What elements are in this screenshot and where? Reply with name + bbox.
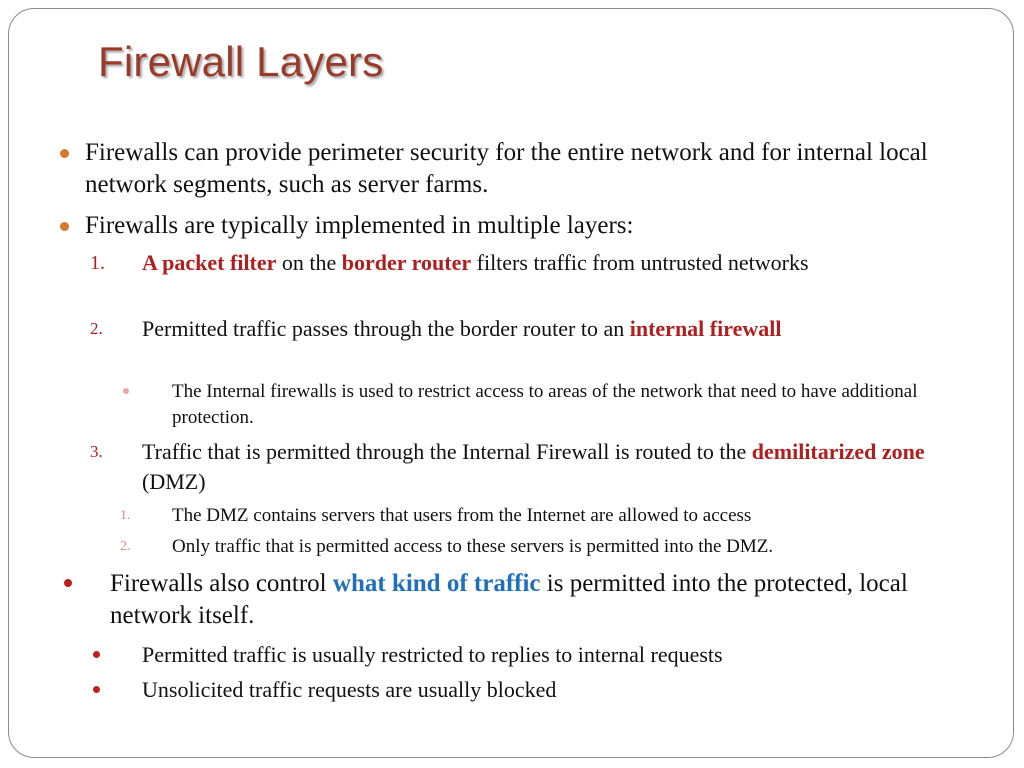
control-item-text: Unsolicited traffic requests are usually blocked	[142, 677, 557, 702]
bullet-layers	[60, 210, 980, 242]
text-segment: Traffic that is permitted through the Internal Firewall is routed to the	[142, 439, 752, 464]
text-segment: filters traffic from untrusted networks	[471, 250, 809, 275]
layer-number: 1.	[90, 252, 105, 274]
dmz-item-text: Only traffic that is permitted access to these servers is permitted into the DMZ.	[172, 536, 774, 557]
control-item-2	[90, 675, 950, 705]
layer-number: 2.	[90, 319, 103, 338]
bullet-perimeter-text: Firewalls can provide perimeter security for the entire network and for internal local network segments, such as server farms.	[85, 139, 928, 198]
emphasis-dmz: demilitarized zone	[751, 439, 925, 464]
layer-text	[142, 437, 950, 497]
dmz-number: 1.	[120, 508, 131, 523]
text-segment: (DMZ)	[142, 469, 206, 494]
bullet-dot-icon	[64, 579, 72, 587]
slide-title: Firewall Layers	[98, 38, 384, 85]
sub-bullet-dot-icon	[123, 388, 129, 394]
layer-item-2	[90, 314, 950, 344]
bullet-control	[60, 568, 960, 632]
dmz-item-text: The DMZ contains servers that users from the Internet are allowed to access	[172, 505, 752, 526]
bullet-dot-icon	[60, 222, 69, 231]
emphasis-packet-filter: A packet filter	[142, 250, 277, 275]
dmz-item-2	[120, 534, 980, 560]
text-segment: Firewalls also control	[110, 570, 333, 597]
bullet-layers-text: Firewalls are typically implemented in multiple layers:	[85, 212, 634, 239]
text-segment: Permitted traffic passes through the border router to an	[142, 316, 630, 341]
bullet-dot-icon	[93, 686, 100, 693]
control-item-text: Permitted traffic is usually restricted to replies to internal requests	[142, 642, 723, 667]
internal-firewall-note	[120, 379, 980, 431]
bullet-dot-icon	[93, 651, 100, 658]
text-segment: is permitted into the protected, local network itself.	[110, 570, 908, 629]
layer-text	[142, 248, 950, 278]
emphasis-internal-firewall: internal firewall	[629, 316, 782, 341]
bullet-perimeter	[60, 137, 980, 201]
emphasis-border-router: border router	[341, 250, 472, 275]
internal-firewall-note-text: The Internal firewalls is used to restrict access to areas of the network that need to have additional protection.	[172, 381, 918, 428]
control-item-1	[90, 640, 950, 670]
dmz-item-1	[120, 503, 980, 529]
layer-text	[142, 314, 902, 344]
layer-number: 3.	[90, 442, 103, 461]
bullet-dot-icon	[60, 149, 69, 158]
dmz-number: 2.	[120, 539, 131, 554]
text-segment: on the	[276, 250, 342, 275]
emphasis-traffic-kind: what kind of traffic	[332, 570, 541, 597]
bullet-control-text	[110, 568, 960, 632]
layer-item-1	[90, 248, 950, 278]
layer-item-3	[90, 437, 950, 497]
